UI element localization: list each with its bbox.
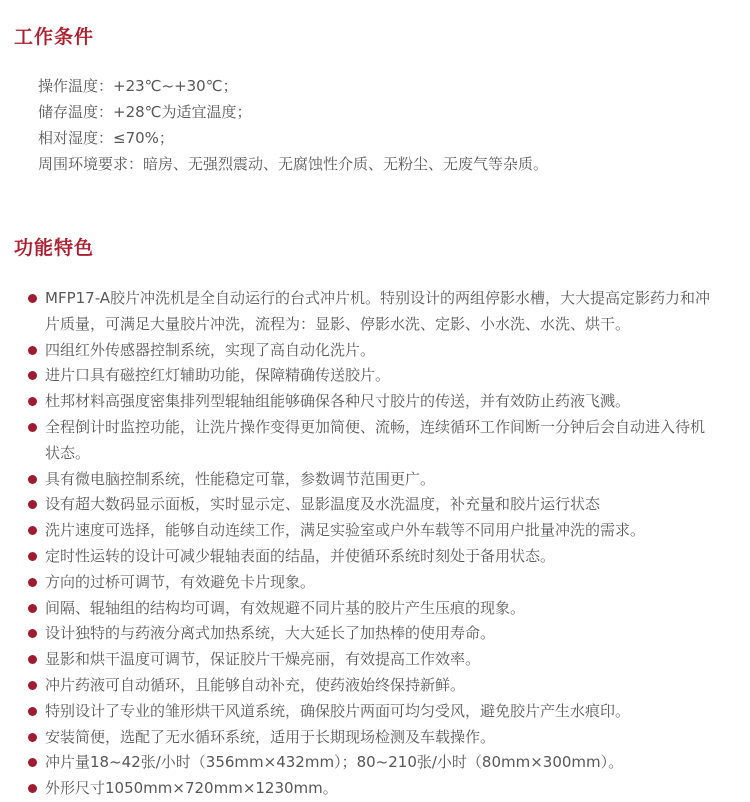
feature-text: 设有超大数码显示面板，实时显示定、显影温度及水洗温度，补充量和胶片运行状态 [45,495,601,514]
feature-item [28,363,712,389]
feature-item [28,750,712,776]
feature-text: 间隔、辊轴组的结构均可调，有效规避不同片基的胶片产生压痕的现象。 [45,598,526,617]
feature-text: 洗片速度可选择，能够自动连续工作，满足实验室或户外车载等不同用户批量冲洗的需求。 [45,521,646,540]
condition-line: 操作温度：+23℃~+30℃； [38,77,238,95]
bullet-dot-icon [28,423,37,432]
features-title: 功能特色 [14,237,95,259]
feature-list [14,286,712,802]
feature-item [28,699,712,725]
feature-item [28,415,712,467]
bullet-dot-icon [28,371,37,380]
feature-text: 安装简便，选配了无水循环系统，适用于长期现场检测及车载操作。 [45,727,496,746]
feature-item [28,725,712,751]
feature-text: 外形尺寸1050mm×720mm×1230mm。 [45,779,338,798]
bullet-dot-icon [28,629,37,638]
bullet-dot-icon [28,784,37,793]
condition-line: 储存温度：+28℃为适宜温度； [38,103,252,121]
feature-item [28,286,712,338]
bullet-dot-icon [28,681,37,690]
bullet-dot-icon [28,655,37,664]
feature-text: 四组红外传感器控制系统，实现了高自动化洗片。 [45,340,376,359]
feature-text: 特别设计了专业的雏形烘干风道系统，确保胶片两面可均匀受风，避免胶片产生水痕印。 [45,701,631,720]
condition-line: 周围环境要求：暗房、无强烈震动、无腐蚀性介质、无粉尘、无废气等杂质。 [38,155,549,173]
bullet-dot-icon [28,733,37,742]
working-conditions-title: 工作条件 [14,26,95,48]
bullet-dot-icon [28,526,37,535]
feature-item [28,338,712,364]
feature-item [28,518,712,544]
bullet-dot-icon [28,604,37,613]
feature-text: 定时性运转的设计可减少辊轴表面的结晶，并使循环系统时刻处于备用状态。 [45,546,556,565]
feature-text: 冲片量18~42张/小时（356mm×432mm）；80~210张/小时（80mm×300mm）。 [45,753,624,772]
feature-item [28,467,712,493]
bullet-dot-icon [28,500,37,509]
feature-item [28,389,712,415]
bullet-dot-icon [28,346,37,355]
feature-text: 具有微电脑控制系统，性能稳定可靠，参数调节范围更广。 [45,469,436,488]
feature-item [28,621,712,647]
feature-item [28,673,712,699]
feature-item [28,776,712,802]
feature-item [28,570,712,596]
condition-line: 相对湿度：≤70%； [38,129,174,147]
bullet-dot-icon [28,578,37,587]
feature-text: MFP17-A胶片冲洗机是全自动运行的台式冲片机。特别设计的两组停影水槽，大大提高定影药力和冲片质量，可满足大量胶片冲洗，流程为：显影、停影水洗、定影、小水洗、水洗、烘干。 [45,289,711,333]
working-conditions-section [14,22,712,177]
feature-text: 设计独特的与药液分离式加热系统，大大延长了加热棒的使用寿命。 [45,624,496,643]
feature-item [28,544,712,570]
feature-item [28,596,712,622]
condition-lines [38,73,712,177]
bullet-dot-icon [28,294,37,303]
bullet-dot-icon [28,758,37,767]
feature-text: 杜邦材料高强度密集排列型辊轴组能够确保各种尺寸胶片的传送，并有效防止药液飞溅。 [45,392,631,411]
feature-text: 冲片药液可自动循环，且能够自动补充，使药液始终保持新鲜。 [45,675,466,694]
features-section [14,233,712,802]
feature-text: 全程倒计时监控功能，让洗片操作变得更加简便、流畅，连续循环工作间断一分钟后会自动进入待机状态。 [45,417,706,462]
feature-text: 进片口具有磁控红灯辅助功能，保障精确传送胶片。 [45,366,391,385]
bullet-dot-icon [28,397,37,406]
bullet-dot-icon [28,707,37,716]
feature-item [28,647,712,673]
bullet-dot-icon [28,552,37,561]
bullet-dot-icon [28,475,37,484]
feature-item [28,492,712,518]
feature-text: 方向的过桥可调节，有效避免卡片现象。 [45,572,316,591]
feature-text: 显影和烘干温度可调节，保证胶片干燥亮丽，有效提高工作效率。 [45,650,481,669]
